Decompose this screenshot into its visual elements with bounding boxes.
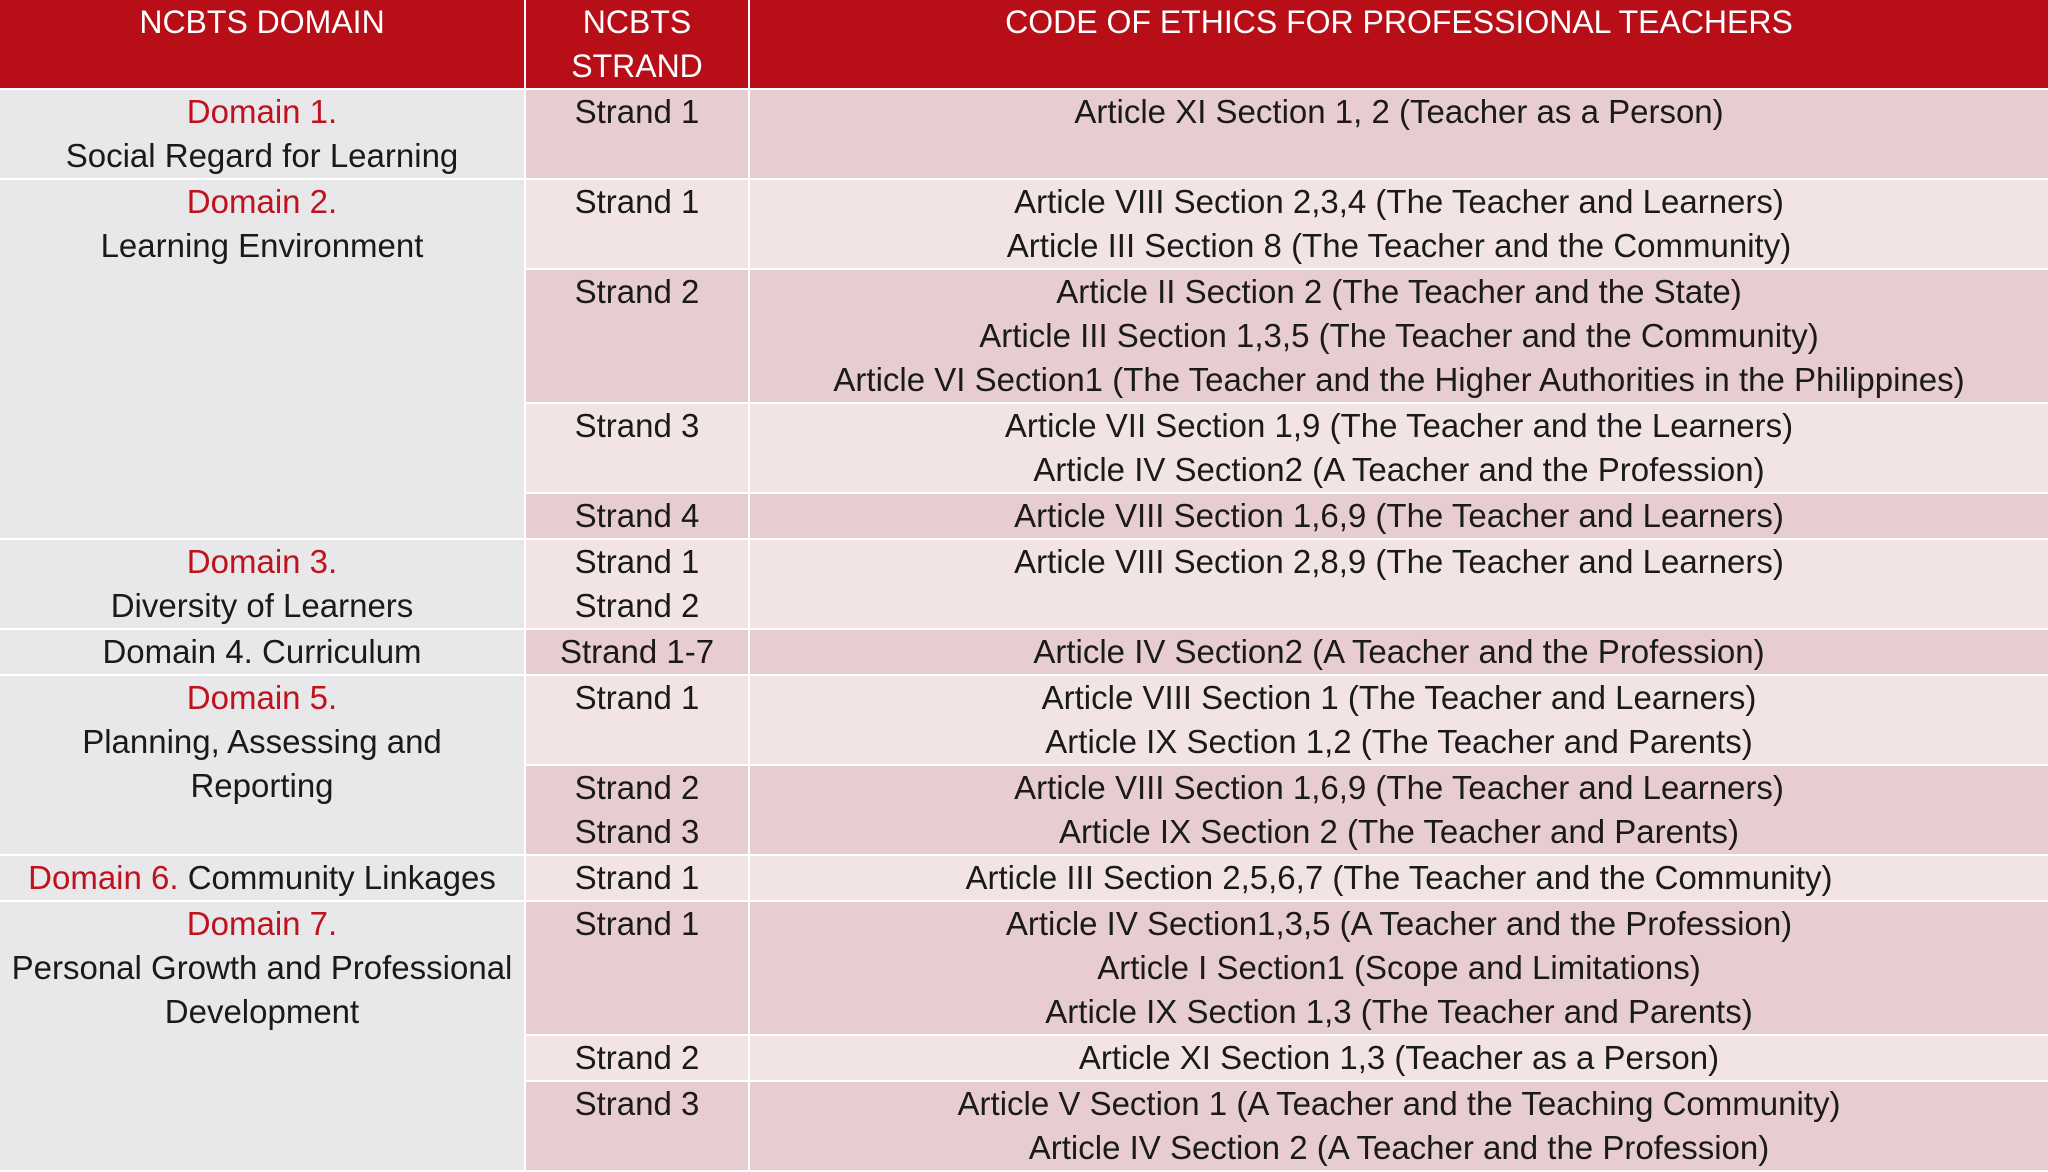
strand-cell: [526, 766, 750, 856]
strand-label: Strand 2: [574, 587, 700, 624]
ethics-line: Article IV Section2 (A Teacher and the Profession): [1033, 633, 1765, 670]
ethics-line: Article IX Section 1,2 (The Teacher and Parents): [1045, 723, 1753, 760]
ethics-line: Article IV Section 2 (A Teacher and the Profession): [1028, 1129, 1770, 1166]
domain-1-cell: [0, 90, 526, 180]
ethics-cell: [750, 856, 2048, 902]
ethics-line: Article IX Section 1,3 (The Teacher and Parents): [1045, 993, 1753, 1030]
domain-5-cell: [0, 676, 526, 856]
ethics-line: Article IX Section 2 (The Teacher and Parents): [1059, 813, 1739, 850]
ethics-line: Article XI Section 1, 2 (Teacher as a Person): [1074, 93, 1724, 130]
ethics-line: Article VII Section 1,9 (The Teacher and the Learners): [1004, 407, 1794, 444]
strand-label: Strand 3: [574, 1085, 700, 1122]
ethics-line: Article XI Section 1,3 (Teacher as a Person): [1078, 1039, 1720, 1076]
strand-cell: [526, 404, 750, 494]
strand-cell: [526, 1036, 750, 1082]
strand-label: Strand 3: [574, 407, 700, 444]
ethics-cell: [750, 766, 2048, 856]
strand-label: Strand 2: [574, 769, 700, 806]
ethics-line: Article VIII Section 1,6,9 (The Teacher and Learners): [1014, 769, 1784, 806]
domain-title: Development: [164, 993, 360, 1030]
domain-label: Domain 4. Curriculum: [102, 633, 422, 670]
domain-title: Personal Growth and Professional: [11, 949, 513, 986]
ethics-cell: [750, 676, 2048, 766]
header-ncbts-strand: NCBTS STRAND: [526, 0, 750, 90]
strand-cell: [526, 630, 750, 676]
domain-title: Social Regard for Learning: [65, 137, 459, 174]
table-row: [0, 540, 2048, 630]
ethics-cell: [750, 630, 2048, 676]
table-row: [0, 90, 2048, 180]
strand-cell: [526, 676, 750, 766]
domain-3-cell: [0, 540, 526, 630]
table-row: [0, 902, 2048, 1036]
table-row: [0, 630, 2048, 676]
strand-label: Strand 2: [574, 273, 700, 310]
domain-label: Domain 2.: [186, 183, 338, 220]
domain-4-cell: [0, 630, 526, 676]
ethics-cell: [750, 540, 2048, 630]
table-row: [0, 676, 2048, 766]
ethics-line: Article II Section 2 (The Teacher and the State): [1056, 273, 1742, 310]
ethics-line: Article VIII Section 1,6,9 (The Teacher and Learners): [1014, 497, 1784, 534]
domain-label: Domain 1.: [186, 93, 338, 130]
strand-cell: [526, 494, 750, 540]
ethics-line: Article III Section 8 (The Teacher and the Community): [1006, 227, 1792, 264]
strand-label: Strand 1: [574, 183, 700, 220]
domain-title: Community Linkages: [187, 859, 496, 896]
ethics-line: Article VIII Section 2,8,9 (The Teacher and Learners): [1014, 543, 1784, 580]
header-row: [0, 0, 2048, 90]
strand-cell: [526, 540, 750, 630]
header-ncbts-domain: NCBTS DOMAIN: [0, 0, 526, 90]
strand-label: Strand 4: [574, 497, 700, 534]
ethics-cell: [750, 1082, 2048, 1172]
ethics-line: Article IV Section2 (A Teacher and the Profession): [1033, 451, 1765, 488]
strand-label: Strand 1-7: [559, 633, 715, 670]
domain-7-cell: [0, 902, 526, 1172]
ethics-cell: [750, 494, 2048, 540]
ethics-line: Article I Section1 (Scope and Limitations): [1097, 949, 1701, 986]
ethics-line: Article III Section 2,5,6,7 (The Teacher and the Community): [965, 859, 1833, 896]
ethics-cell: [750, 270, 2048, 404]
strand-label: Strand 1: [574, 859, 700, 896]
ethics-cell: [750, 1036, 2048, 1082]
domain-label: Domain 6.: [28, 859, 179, 896]
strand-label: Strand 1: [574, 543, 700, 580]
domain-label: Domain 5.: [186, 679, 338, 716]
strand-cell: [526, 180, 750, 270]
ethics-line: Article IV Section1,3,5 (A Teacher and the Profession): [1005, 905, 1793, 942]
ethics-cell: [750, 404, 2048, 494]
strand-cell: [526, 90, 750, 180]
ethics-line: Article VI Section1 (The Teacher and the Higher Authorities in the Philippines): [833, 361, 1965, 398]
domain-title: Reporting: [190, 767, 334, 804]
domain-title: Diversity of Learners: [110, 587, 414, 624]
domain-label: Domain 7.: [186, 905, 338, 942]
ethics-line: Article III Section 1,3,5 (The Teacher and the Community): [979, 317, 1819, 354]
strand-label: Strand 1: [574, 905, 700, 942]
ethics-line: Article V Section 1 (A Teacher and the Teaching Community): [957, 1085, 1841, 1122]
domain-title: Planning, Assessing and: [82, 723, 442, 760]
strand-cell: [526, 856, 750, 902]
strand-cell: [526, 902, 750, 1036]
table-row: [0, 856, 2048, 902]
strand-label: Strand 1: [574, 679, 700, 716]
domain-2-cell: [0, 180, 526, 540]
ethics-cell: [750, 90, 2048, 180]
ethics-line: Article VIII Section 2,3,4 (The Teacher and Learners): [1014, 183, 1784, 220]
table-row: [0, 180, 2048, 270]
domain-6-cell: [0, 856, 526, 902]
ethics-cell: [750, 180, 2048, 270]
strand-label: Strand 1: [574, 93, 700, 130]
header-code-of-ethics: CODE OF ETHICS FOR PROFESSIONAL TEACHERS: [750, 0, 2048, 90]
strand-label: Strand 3: [574, 813, 700, 850]
strand-label: Strand 2: [574, 1039, 700, 1076]
strand-cell: [526, 270, 750, 404]
domain-title: Learning Environment: [100, 227, 424, 264]
ethics-line: Article VIII Section 1 (The Teacher and Learners): [1041, 679, 1757, 716]
domain-label: Domain 3.: [186, 543, 338, 580]
ethics-cell: [750, 902, 2048, 1036]
strand-cell: [526, 1082, 750, 1172]
